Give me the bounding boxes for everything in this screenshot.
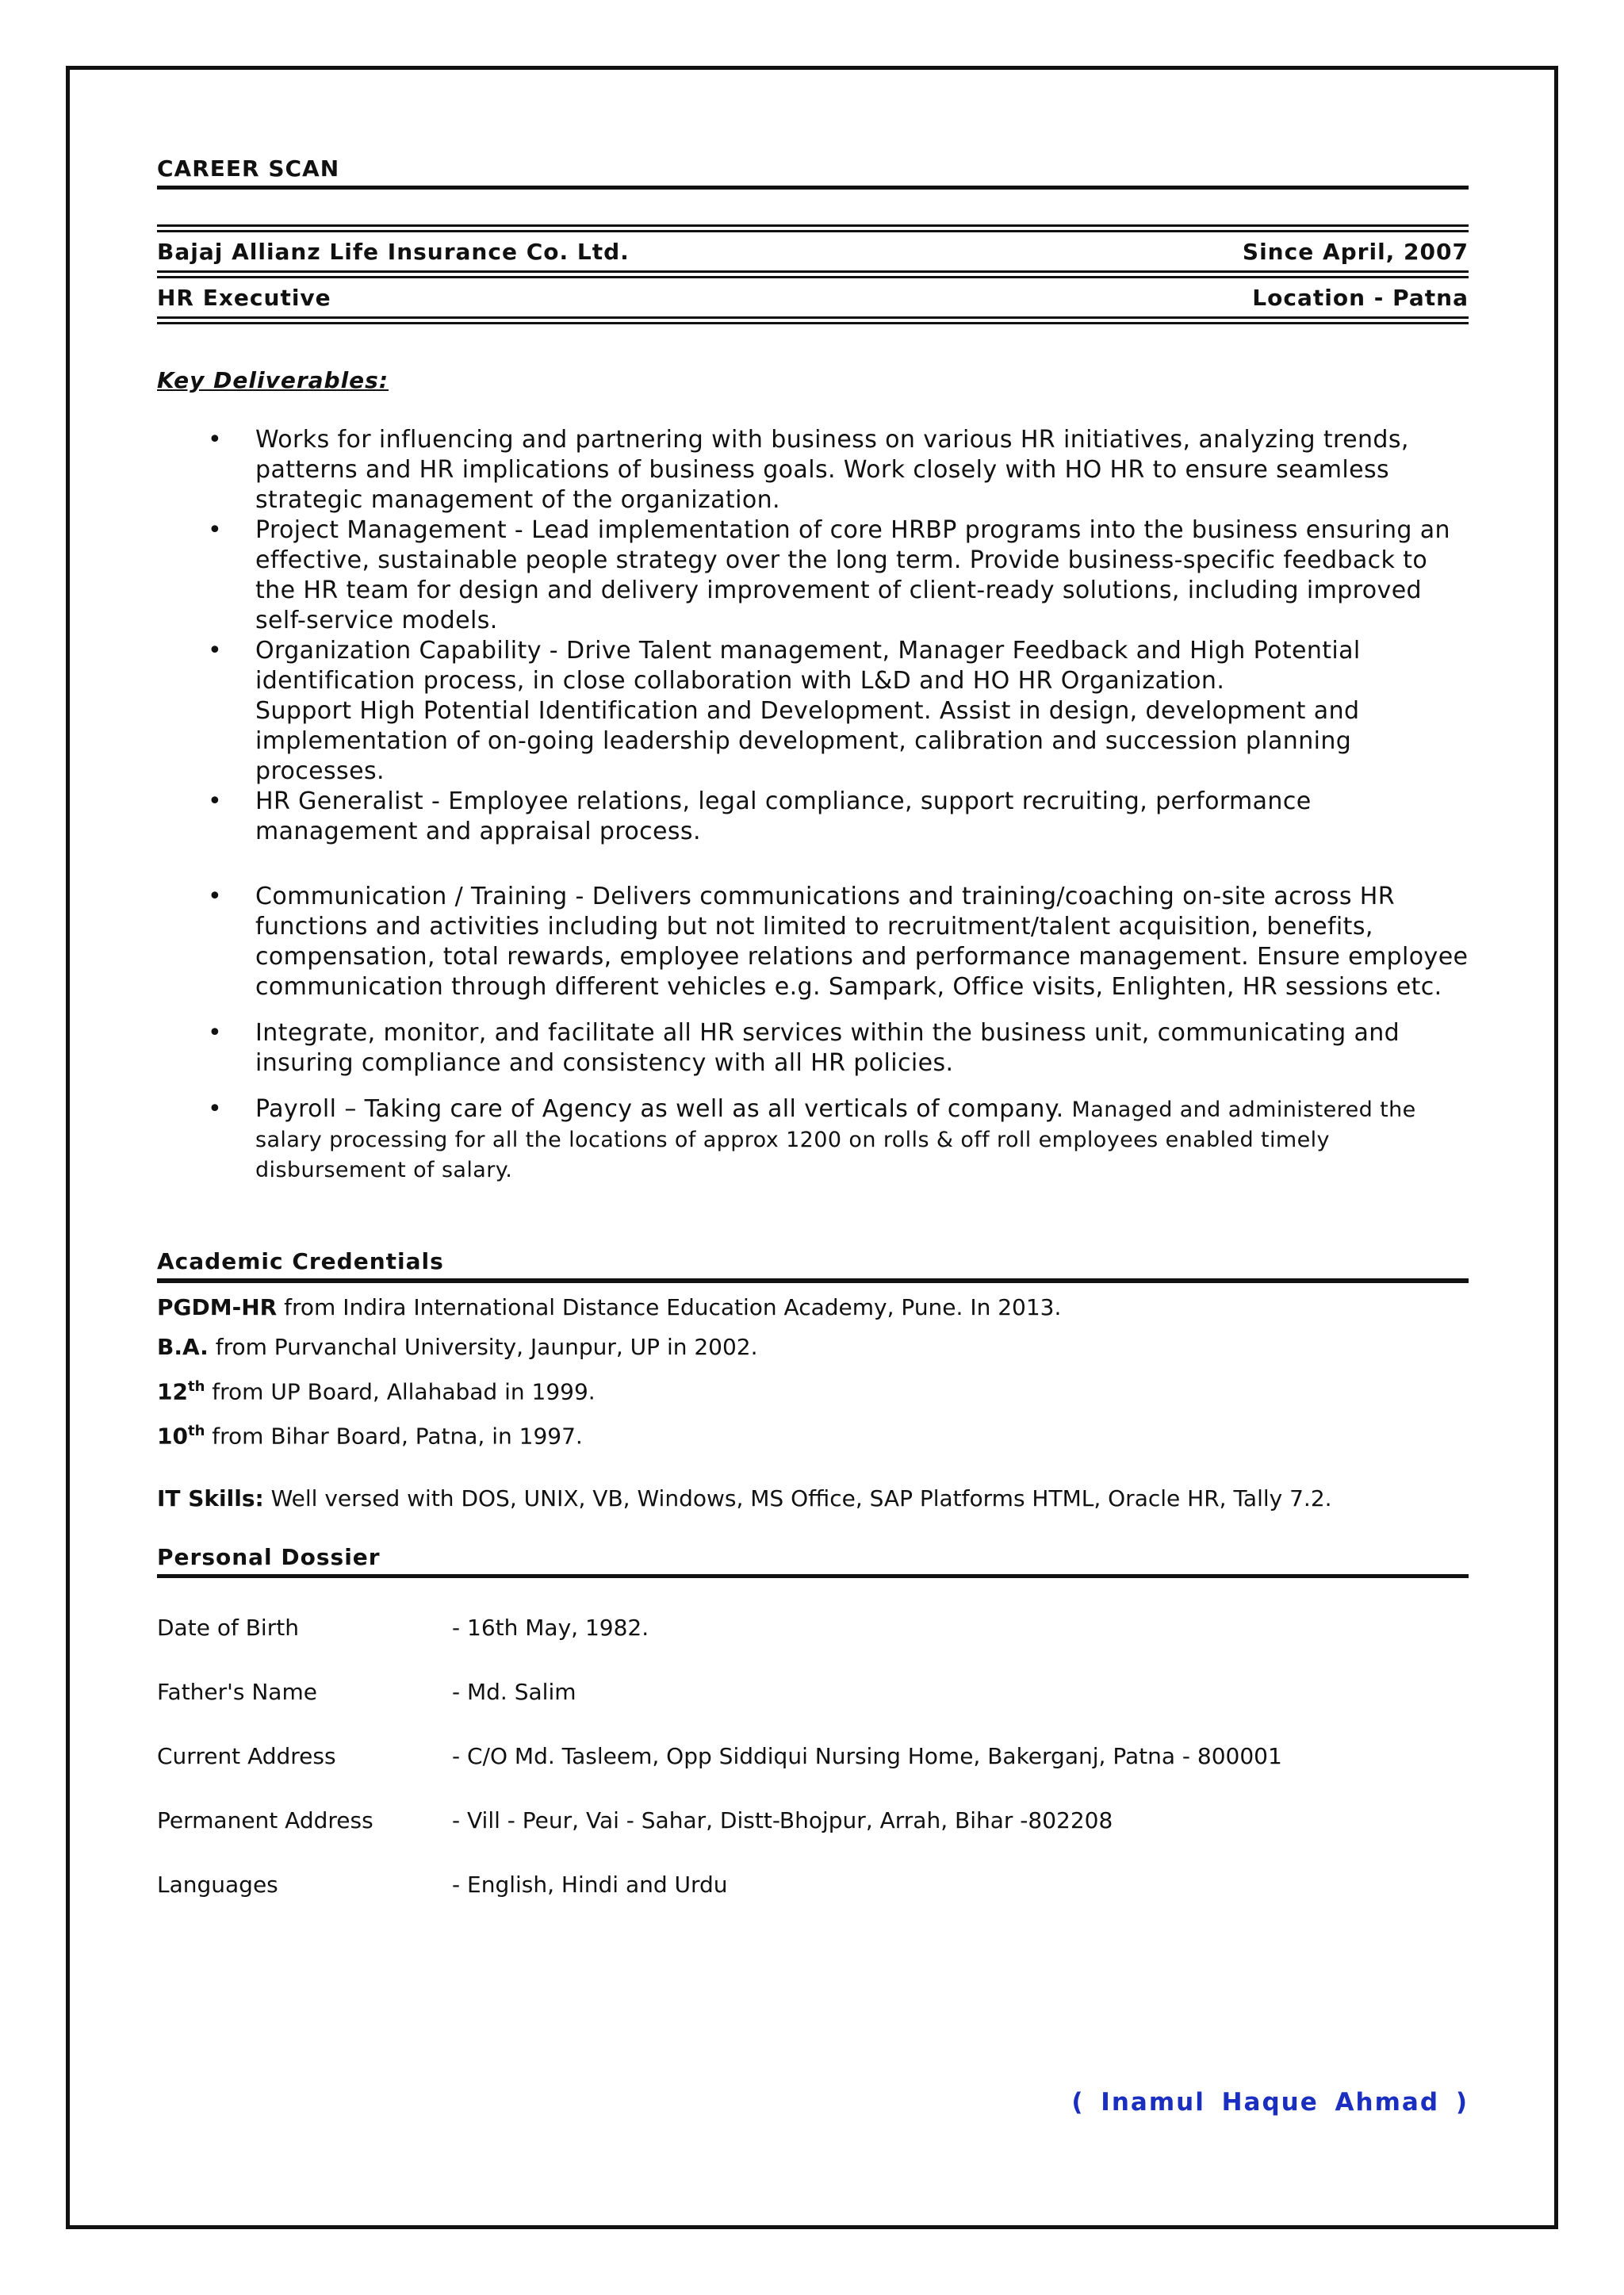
list-item: • Payroll – Taking care of Agency as well as all verticals of company. Managed and administered the salary processing for all the locations of approx 1200 on rolls & off roll employees enabled timely disbursement of salary. bbox=[208, 1095, 1416, 1182]
personal-table bbox=[157, 1615, 1469, 1898]
job-location: Location - Patna bbox=[1252, 285, 1469, 311]
table-row: Date of Birth - 16th May, 1982. bbox=[157, 1614, 649, 1641]
company-name: Bajaj Allianz Life Insurance Co. Ltd. bbox=[157, 239, 630, 265]
it-skills: IT Skills: Well versed with DOS, UNIX, VB, Windows, MS Office, SAP Platforms HTML, Oracle HR, Tally 7.2. bbox=[157, 1485, 1332, 1511]
key-deliverables-title: Key Deliverables: bbox=[157, 367, 389, 393]
deliverables-list bbox=[157, 425, 1469, 1185]
academic-list bbox=[157, 1294, 1469, 1450]
table-row: Languages - English, Hindi and Urdu bbox=[157, 1871, 728, 1898]
career-scan-rule bbox=[157, 186, 1469, 190]
role-line bbox=[157, 278, 1469, 316]
career-scan-heading: CAREER SCAN bbox=[157, 155, 340, 182]
table-row: Current Address - C/O Md. Tasleem, Opp Siddiqui Nursing Home, Bakerganj, Patna - 800001 bbox=[157, 1742, 1282, 1769]
list-item: PGDM-HR from Indira International Distance Education Academy, Pune. In 2013. bbox=[157, 1294, 1062, 1320]
list-item: • Project Management - Lead implementation of core HRBP programs into the business ensuring an effective, sustainable people strategy over the long term. Provide business-specific feedback to the HR team for design and delivery improvement of client-ready solutions, including improved self-service models. bbox=[208, 516, 1450, 634]
list-item: 12th from UP Board, Allahabad in 1999. bbox=[157, 1378, 596, 1405]
personal-rule bbox=[157, 1574, 1469, 1578]
signature-name: ( Inamul Haque Ahmad ) bbox=[1071, 2088, 1469, 2117]
job-role: HR Executive bbox=[157, 285, 331, 311]
list-item: 10th from Bihar Board, Patna, in 1997. bbox=[157, 1423, 583, 1450]
job-top-rule bbox=[157, 224, 1469, 232]
job-mid-rule bbox=[157, 270, 1469, 278]
list-item: • Organization Capability - Drive Talent management, Manager Feedback and High Potential identification process, in close collaboration with L&D and HO HR Organization. Support High Potential Identification and Development. Assist in design, development and implementation of on-going leadership development, calibration and succession planning processes. bbox=[208, 637, 1361, 785]
personal-heading: Personal Dossier bbox=[157, 1543, 381, 1570]
list-item: • Integrate, monitor, and facilitate all HR services within the business unit, communicating and insuring compliance and consistency with all HR policies. bbox=[208, 1019, 1400, 1077]
academic-rule bbox=[157, 1278, 1469, 1283]
company-line bbox=[157, 232, 1469, 270]
list-item: • Communication / Training - Delivers communications and training/coaching on-site across HR functions and activities including but not limited to recruitment/talent acquisition, benefits, compensation, total rewards, employee relations and performance management. Ensure employee communication through different vehicles e.g. Sampark, Office visits, Enlighten, HR sessions etc. bbox=[208, 883, 1469, 1001]
resume-page bbox=[157, 155, 1469, 1898]
academic-heading: Academic Credentials bbox=[157, 1248, 444, 1274]
list-item: B.A. from Purvanchal University, Jaunpur, UP in 2002. bbox=[157, 1334, 758, 1360]
list-item: • HR Generalist - Employee relations, legal compliance, support recruiting, performance management and appraisal process. bbox=[208, 787, 1312, 845]
table-row: Father's Name - Md. Salim bbox=[157, 1678, 576, 1705]
table-row: Permanent Address - Vill - Peur, Vai - Sahar, Distt-Bhojpur, Arrah, Bihar -802208 bbox=[157, 1806, 1113, 1833]
job-bottom-rule bbox=[157, 316, 1469, 324]
employment-since: Since April, 2007 bbox=[1242, 239, 1469, 265]
list-item: • Works for influencing and partnering with business on various HR initiatives, analyzing trends, patterns and HR implications of business goals. Work closely with HO HR to ensure seamless strategic management of the organization. bbox=[208, 426, 1409, 514]
